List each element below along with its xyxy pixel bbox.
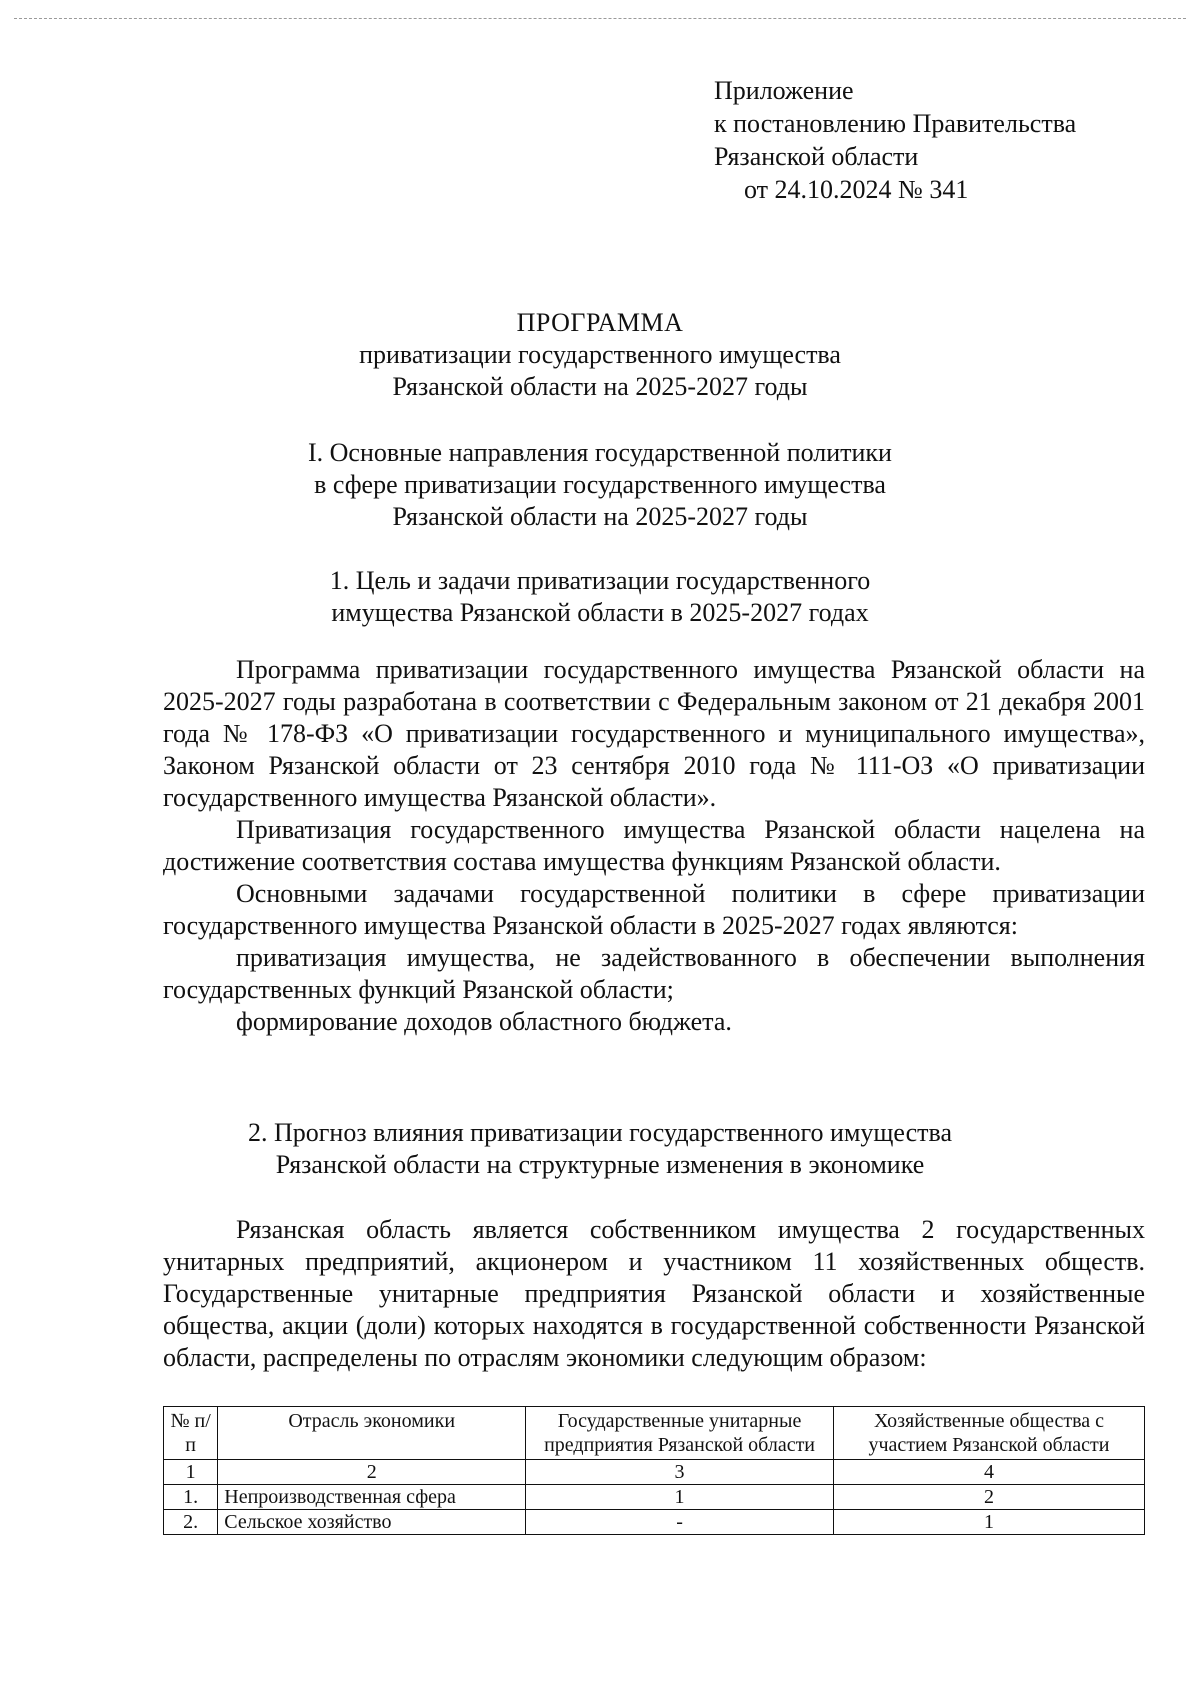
appendix-block	[714, 74, 1076, 206]
industry-distribution-table	[163, 1406, 1145, 1535]
appendix-line: Рязанской области	[714, 142, 919, 171]
paragraph: Основными задачами государственной политики в сфере приватизации государственного имущества Рязанской области в 2025-2027 годах являются:	[163, 879, 1145, 940]
paragraph: Приватизация государственного имущества Рязанской области нацелена на достижение соответствия состава имущества функциям Рязанской области.	[163, 815, 1145, 876]
row-sue: -	[526, 1510, 834, 1535]
appendix-date: от 24.10.2024 № 341	[744, 175, 969, 204]
row-industry: Непроизводственная сфера	[218, 1485, 526, 1510]
section-heading: в сфере приватизации государственного имущества	[314, 470, 886, 499]
document-subtitle: Рязанской области на 2025-2027 годы	[392, 372, 808, 401]
subsection-heading: имущества Рязанской области в 2025-2027 годах	[331, 598, 869, 627]
row-industry: Сельское хозяйство	[218, 1510, 526, 1535]
row-companies: 2	[833, 1485, 1144, 1510]
header-industry: Отрасль экономики	[218, 1407, 526, 1460]
row-sue: 1	[526, 1485, 834, 1510]
paragraph: приватизация имущества, не задействованного в обеспечении выполнения государственных функций Рязанской области;	[163, 943, 1145, 1004]
subsection-heading: 1. Цель и задачи приватизации государственного	[329, 566, 871, 595]
subsection-heading: Рязанской области на структурные изменения в экономике	[275, 1150, 925, 1179]
section-heading: Рязанской области на 2025-2027 годы	[392, 502, 808, 531]
column-number: 4	[833, 1460, 1144, 1485]
header-num: № п/п	[164, 1407, 218, 1460]
column-number-row	[164, 1460, 1145, 1485]
column-number: 3	[526, 1460, 834, 1485]
appendix-line: Приложение	[714, 76, 854, 105]
header-companies: Хозяйственные общества с участием Рязанской области	[833, 1407, 1144, 1460]
paragraph: формирование доходов областного бюджета.	[236, 1007, 732, 1036]
row-num: 1.	[164, 1485, 218, 1510]
subsection-heading: 2. Прогноз влияния приватизации государственного имущества	[247, 1118, 952, 1147]
body-text-goals	[163, 654, 1145, 1038]
header-sue: Государственные унитарные предприятия Рязанской области	[526, 1407, 834, 1460]
table-row	[164, 1485, 1145, 1510]
document-title: ПРОГРАММА	[516, 308, 684, 337]
column-number: 1	[164, 1460, 218, 1485]
table-header-row	[164, 1407, 1145, 1460]
row-num: 2.	[164, 1510, 218, 1535]
document-subtitle: приватизации государственного имущества	[359, 340, 841, 369]
column-number: 2	[218, 1460, 526, 1485]
table-row	[164, 1510, 1145, 1535]
section-heading: I. Основные направления государственной политики	[308, 438, 892, 467]
scan-edge-line	[14, 18, 1186, 19]
appendix-line: к постановлению Правительства	[714, 109, 1077, 138]
row-companies: 1	[833, 1510, 1144, 1535]
paragraph: Рязанская область является собственником имущества 2 государственных унитарных предприятий, акционером и участником 11 хозяйственных обществ. Государственные унитарные предприятия Рязанской области и хозяйственные общества, акции (доли) которых находятся в государственной собственности Рязанской области, распределены по отраслям экономики следующим образом:	[163, 1215, 1145, 1372]
body-text-forecast	[163, 1214, 1145, 1374]
paragraph: Программа приватизации государственного имущества Рязанской области на 2025-2027 годы разработана в соответствии с Федеральным законом от 21 декабря 2001 года № 178-ФЗ «О приватизации государственного и муниципального имущества», Законом Рязанской области от 23 сентября 2010 года № 111-ОЗ «О приватизации государственного имущества Рязанской области».	[163, 655, 1145, 812]
